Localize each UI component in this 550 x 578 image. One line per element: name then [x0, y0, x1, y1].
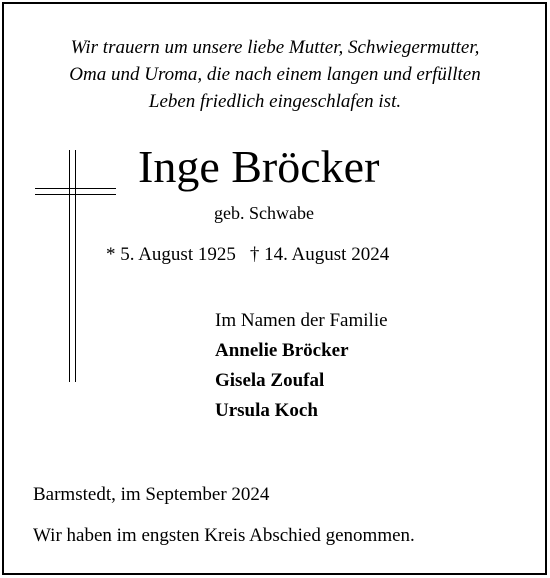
place-date: Barmstedt, im September 2024 [33, 484, 270, 505]
family-signature [215, 306, 388, 426]
death-date: † 14. August 2024 [249, 244, 390, 265]
cross-icon-joint [71, 190, 75, 194]
cross-icon-horizontal [35, 188, 116, 195]
cross-icon-vertical [69, 150, 76, 382]
birth-name: geb. Schwabe [214, 203, 314, 223]
birth-date: * 5. August 1925 [106, 244, 236, 265]
family-member: Gisela Zoufal [215, 370, 325, 391]
family-member: Ursula Koch [215, 400, 318, 421]
intro-text [0, 34, 550, 115]
family-intro: Im Namen der Familie [215, 310, 388, 331]
intro-line: Wir trauern um unsere liebe Mutter, Schwiegermutter, [70, 37, 480, 58]
intro-line: Leben friedlich eingeschlafen ist. [148, 91, 402, 112]
deceased-name: Inge Bröcker [138, 141, 380, 192]
farewell-note: Wir haben im engsten Kreis Abschied genommen. [33, 525, 415, 546]
intro-line: Oma und Uroma, die nach einem langen und erfüllten [69, 64, 481, 85]
life-dates [106, 243, 389, 267]
family-member: Annelie Bröcker [215, 340, 349, 361]
